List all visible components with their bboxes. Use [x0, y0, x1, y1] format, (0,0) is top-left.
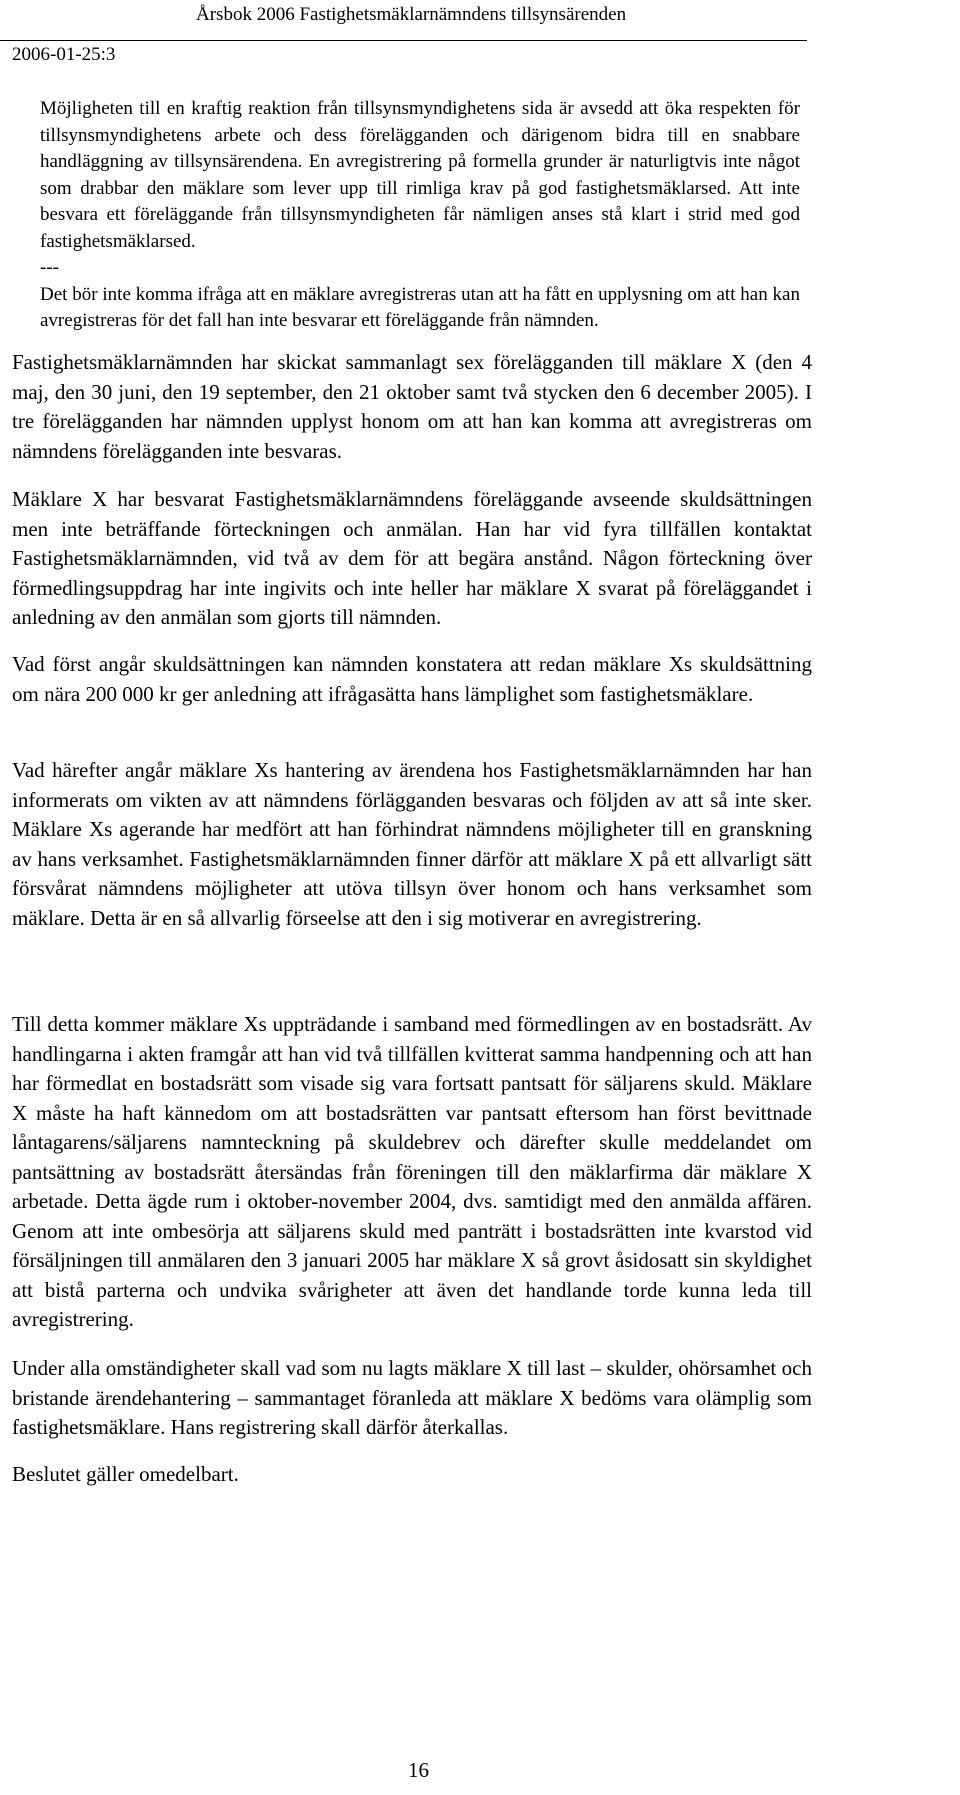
quote-separator: ---: [40, 257, 59, 278]
header-rule: [0, 40, 807, 41]
header-case-number: 2006-01-25:3: [12, 44, 116, 65]
quoted-passage: [40, 96, 800, 335]
quote-paragraph: Det bör inte komma ifråga att en mäklare avregistreras utan att ha fått en upplysning om att han kan avregistreras för det fall han inte besvarar ett föreläggande från nämnden.: [40, 283, 800, 331]
running-header-title: Årsbok 2006 Fastighetsmäklarnämndens tillsynsärenden: [196, 4, 627, 25]
body-paragraph-sale: Till detta kommer mäklare Xs uppträdande i samband med förmedlingen av en bostadsrätt. Av handlingarna i akten framgår att han vid två tillfällen kvitterat samma handpenning och att han har förmedlat en bostadsrätt som visade sig vara fortsatt pantsatt för säljarens skuld. Mäklare X måste ha haft kännedom om att bostadsrätten var pantsatt eftersom han först bevittnade låntagarens/säljarens namnteckning på skuldebrev och därefter skulle meddelandet om pantsättning av bostadsrätt återsändas från föreningen till den mäklarfirma där mäklare X arbetade. Detta ägde rum i oktober-november 2004, dvs. samtidigt med den anmälda affären. Genom att inte ombesörja att säljarens skuld med panträtt i bostadsrätten inte kvarstod vid försäljningen till anmälaren den 3 januari 2005 har mäklare X så grovt åsidosatt sin skyldighet att bistå parterna och undvika svårigheter att även det handlande torde kunna leda till avregistrering.: [12, 1012, 812, 1331]
body-paragraph-handling: Vad härefter angår mäklare Xs hantering av ärendena hos Fastighetsmäklarnämnden har han informerats om vikten av att nämndens förlägganden besvaras och följden av att så inte sker. Mäklare Xs agerande har medfört att han förhindrat nämndens möjligheter till en granskning av hans verksamhet. Fastighetsmäklarnämnden finner därför att mäklare X på ett allvarligt sätt försvårat nämndens möjligheter att utöva tillsyn över honom och hans verksamhet som mäklare. Detta är en så allvarlig förseelse att den i sig motiverar en avregistrering.: [12, 758, 812, 930]
page-number: 16: [408, 1758, 429, 1782]
body-paragraph-conclusion: Under alla omständigheter skall vad som nu lagts mäklare X till last – skulder, ohörsamhet och bristande ärendehantering – sammantaget föranleda att mäklare X bedöms vara olämplig som fastighetsmäklare. Hans registrering skall därför återkallas.: [12, 1356, 812, 1439]
body-paragraph-debt: Vad först angår skuldsättningen kan nämnden konstatera att redan mäklare Xs skuldsättning om nära 200 000 kr ger anledning att ifrågasätta hans lämplighet som fastighetsmäklare.: [12, 652, 812, 706]
quote-paragraph: Möjligheten till en kraftig reaktion från tillsynsmyndighetens sida är avsedd att öka respekten för tillsynsmyndighetens arbete och dess förelägganden och därigenom bidra till en snabbare handläggning av tillsynsärendena. En avregistrering på formella grunder är naturligtvis inte något som drabbar den mäklare som lever upp till rimliga krav på god fastighetsmäklarsed. Att inte besvara ett föreläggande från tillsynsmyndigheten får nämligen anses stå klart i strid med god fastighetsmäklarsed.: [40, 98, 800, 252]
body-paragraph-response: Mäklare X har besvarat Fastighetsmäklarnämndens föreläggande avseende skuldsättningen men inte beträffande förteckningen och anmälan. Han har vid fyra tillfällen kontaktat Fastighetsmäklarnämnden, vid två av dem för att begära anstånd. Någon förteckning över förmedlingsuppdrag har inte ingivits och inte heller har mäklare X svarat på föreläggandet i anledning av den anmälan som gjorts till nämnden.: [12, 487, 812, 629]
body-paragraph-effective: Beslutet gäller omedelbart.: [12, 1462, 239, 1486]
body-paragraph-summons: Fastighetsmäklarnämnden har skickat sammanlagt sex förelägganden till mäklare X (den 4 maj, den 30 juni, den 19 september, den 21 oktober samt två stycken den 6 december 2005). I tre förelägganden har nämnden upplyst honom om att han kan komma att avregistreras om nämndens förelägganden inte besvaras.: [12, 350, 812, 463]
